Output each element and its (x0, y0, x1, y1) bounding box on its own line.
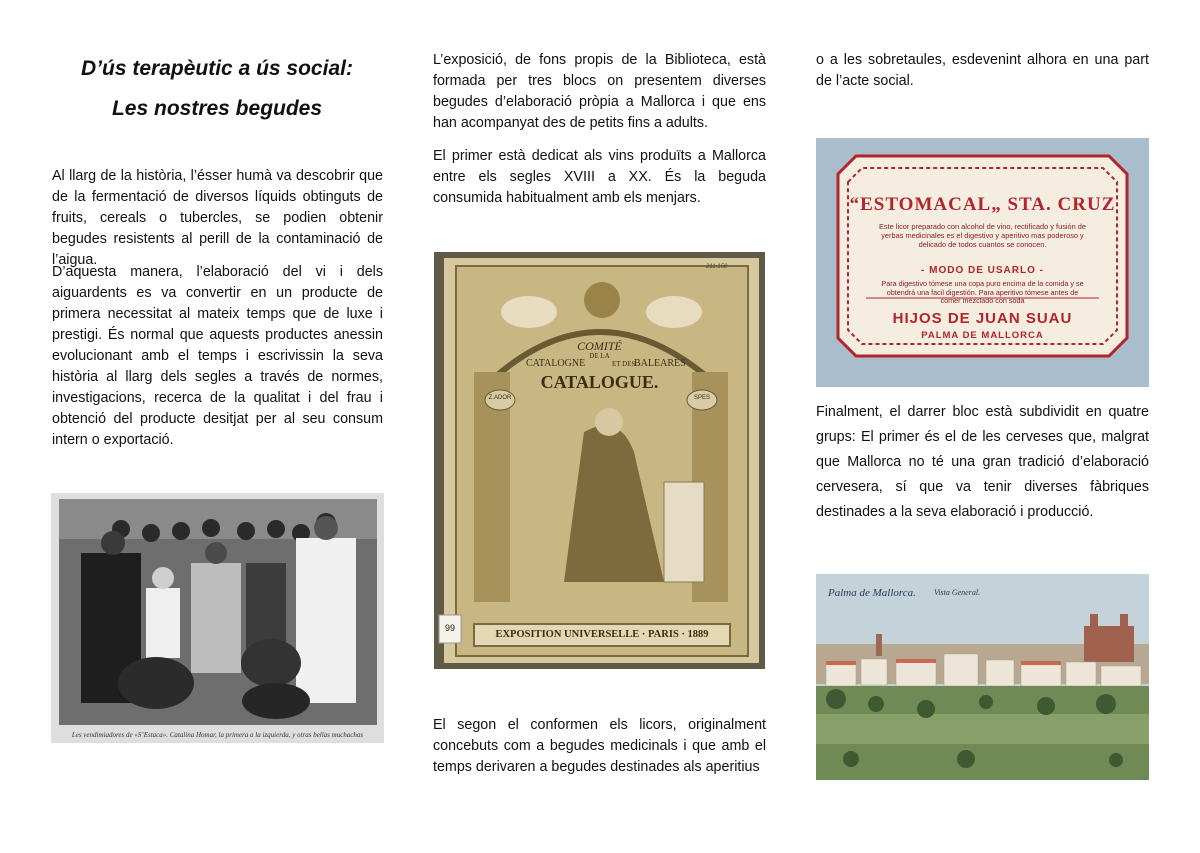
poster-shelf-label: 99 (444, 623, 455, 633)
poster-baleares: BALEARES (634, 358, 686, 369)
photo-caption: Les vendimiadores de «S’Estaca». Catalina Homar, la primera a la izquierda, y otras bellas muchachas (71, 731, 364, 739)
wines-paragraph: El primer està dedicat als vins produïts a Mallorca entre els segles XVIII a XX. És la beguda consumida habitualment amb els menjars. (433, 148, 766, 206)
postcard-title: Palma de Mallorca. (828, 587, 916, 599)
poster-catalogue-title: CATALOGUE. (540, 372, 659, 392)
poster-banner: EXPOSITION UNIVERSELLE · PARIS · 1889 (495, 629, 709, 640)
social-paragraph: o a les sobretaules, esdevenint alhora en una part de l’acte social. (816, 52, 1149, 89)
grape-harvest-photo (51, 493, 384, 743)
intro-paragraph: Al llarg de la història, l’ésser humà va descobrir que de la fermentació de diversos líquids obtinguts de fruits, cereals o tubercles, se podien obtenir begudes resistents al perill de la contaminació de l’aigua. (52, 168, 383, 268)
poster-et-des: ET DES (612, 360, 636, 368)
postcard-subtitle: Vista General. (934, 588, 981, 597)
beers-paragraph: Finalment, el darrer bloc està subdividit en quatre grups: El primer és el de les cerveses que, malgrat que Mallorca no té una gran tradició d’elaboració cervesera, sí que va tenir diverses fàbriques destinades a la seva elaboració i producció. (816, 404, 1149, 520)
palma-postcard (816, 574, 1149, 780)
poster-right-badge: SPES (693, 395, 710, 401)
label-modo-text: Para digestivo tómese una copa puro encima de la comida y se obtendrá una facil digestión. Para aperitivo tómese antes de comer mezclado con soda (881, 279, 1084, 305)
liqueurs-paragraph: El segon el conformen els licors, originalment concebuts com a begudes medicinals i que amb el temps derivaren a begudes destinades als aperitius (433, 717, 766, 775)
history-paragraph: D’aquesta manera, l’elaboració del vi i dels aiguardents es va convertir en un producte de primera necessitat al mateix temps que de luxe i prestigi. És normal que aquests productes anessin evolucionant amb el temps i escrivissin la seva història al llarg dels segles a través de normes, investigacions, recerca de la qualitat i del frau i obtenció del producte desitjat per al seu consum intern o exportació. (52, 264, 383, 448)
label-description: Este licor preparado con alcohol de vino, rectificado y fusión de yerbas medicinales es el digestivo y aperitivo mas poderoso y delicado de todos cuantos se conocen. (878, 222, 1087, 249)
poster-comite: COMITÉ (577, 339, 622, 353)
poster-de-la: DE LA (589, 352, 610, 360)
poster-corner-number: 211.158 (706, 264, 728, 270)
exhibition-paragraph: L’exposició, de fons propis de la Biblioteca, està formada per tres blocs on presentem diverses begudes d’elaboració pròpia a Mallorca i que ens han acompanyat des de petits fins a adults. (433, 52, 766, 131)
label-modo-heading: - MODO DE USARLO - (921, 265, 1044, 276)
estomacal-label (816, 138, 1149, 387)
poster-left-badge: Z.ADOR (488, 395, 512, 401)
catalogue-poster (434, 252, 765, 669)
poster-catalogne: CATALOGNE (526, 358, 586, 369)
label-heading: “ESTOMACAL„ STA. CRUZ (849, 194, 1116, 215)
label-city: PALMA DE MALLORCA (921, 330, 1044, 341)
page-title: D’ús terapèutic a ús social: (81, 57, 353, 80)
label-maker: HIJOS DE JUAN SUAU (892, 310, 1073, 327)
page-subtitle: Les nostres begudes (111, 97, 323, 120)
